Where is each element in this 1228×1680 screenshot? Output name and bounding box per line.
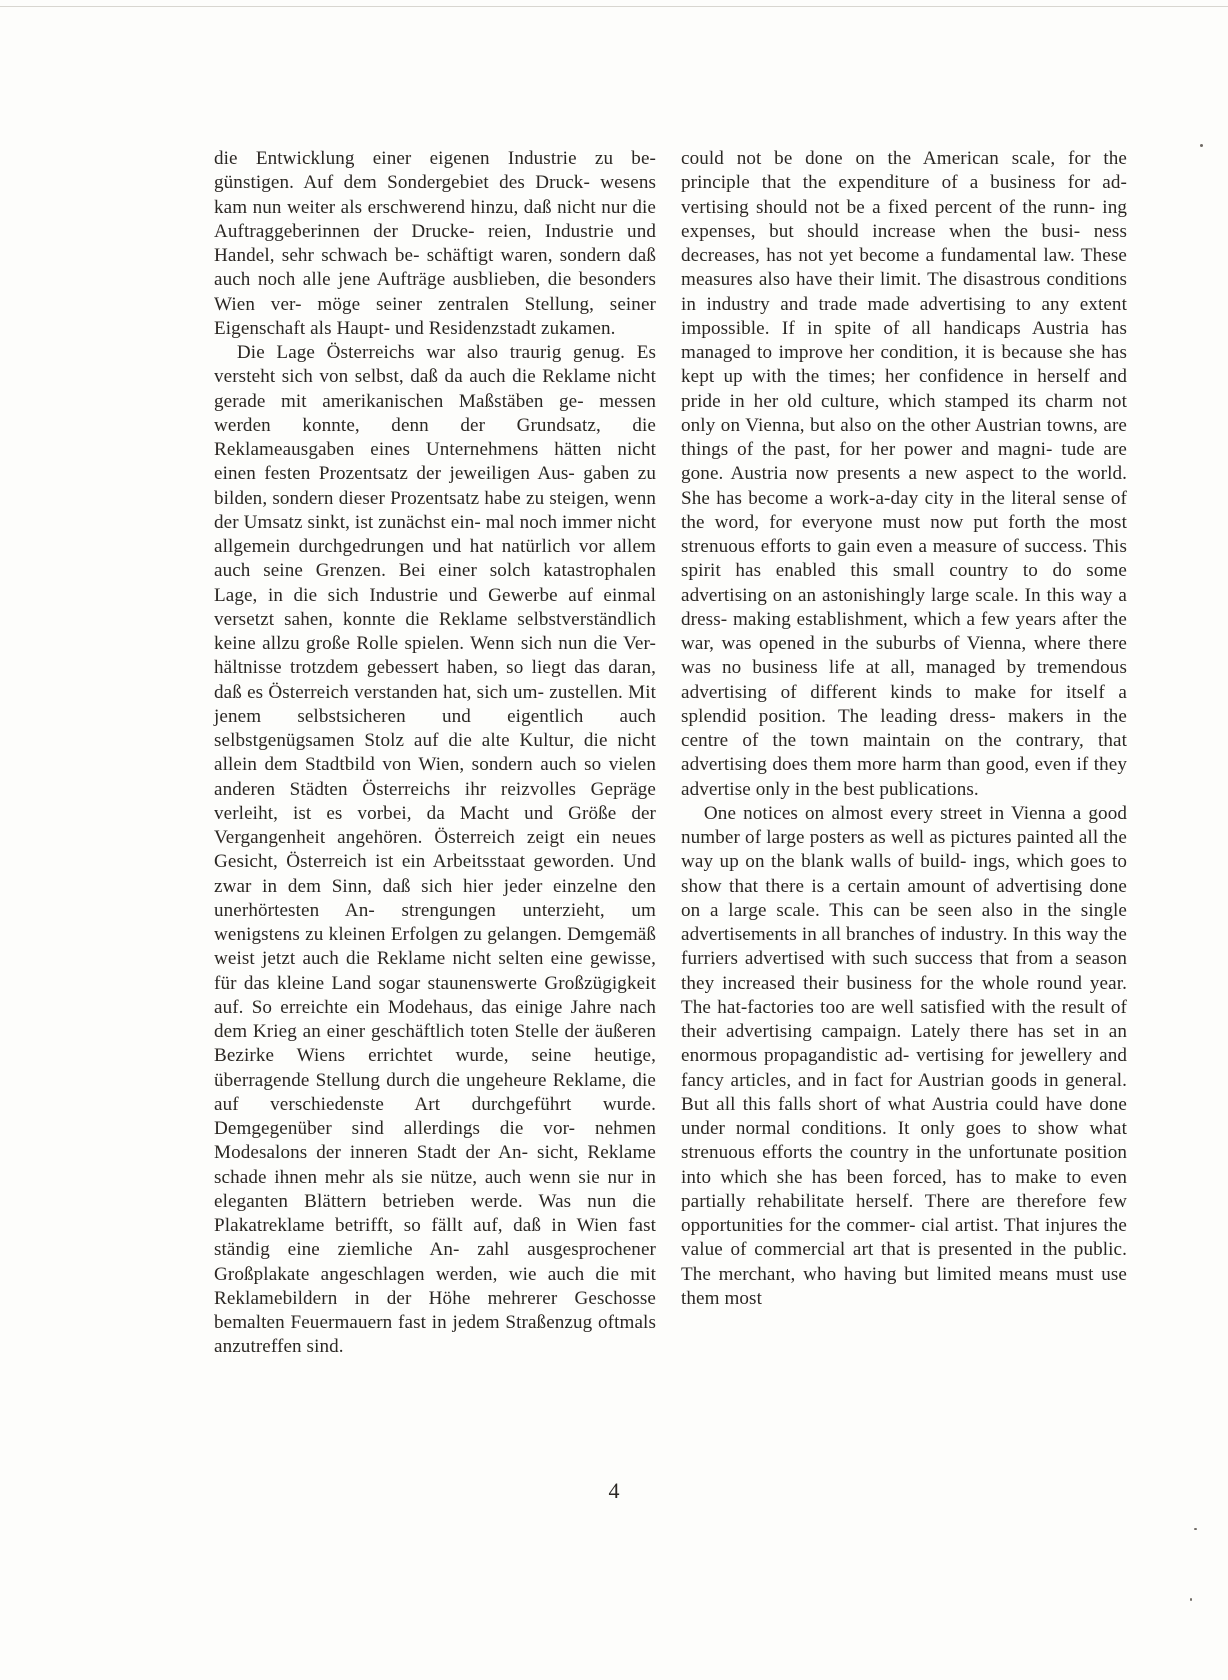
german-text-column	[214, 147, 656, 1360]
english-paragraph-1: could not be done on the American scale, for the principle that the expenditure of a business for ad- vertising should not be a fixed percent of the runn- ing expenses, but should increase when the busi- ness decreases, has not yet become a fundamental law. These measures also have their limit. The disastrous conditions in industry and trade made advertising to any extent impossible. If in spite of all handicaps Austria has managed to improve her condition, it is because she has kept up with the times; her confidence in herself and pride in her old culture, which stamped its charm not only on Vienna, but also on the other Austrian towns, are things of the past, for her power and magni- tude are gone. Austria now presents a new aspect to the world. She has become a work-a-day city in the literal sense of the word, for everyone must now put forth the most strenuous efforts to gain even a measure of success. This spirit has enabled this small country to do some advertising on an astonishingly large scale. In this way a dress- making establishment, which a few years after the war, was opened in the suburbs of Vienna, where there was no business life at all, managed by tremendous advertising of different kinds to make for itself a splendid position. The leading dress- makers in the centre of the town maintain on the contrary, that advertising does them more harm than good, even if they advertise only in the best publications.	[681, 148, 1127, 800]
german-paragraph-2: Die Lage Österreichs war also traurig genug. Es versteht sich von selbst, daß da auch die Reklame nicht gerade mit amerikanischen Maßstäben ge- messen werden konnte, denn der Grundsatz, die Reklameausgaben eines Unternehmens hätten nicht einen festen Prozentsatz der jeweiligen Aus- gaben zu bilden, sondern dieser Prozentsatz habe zu steigen, wenn der Umsatz sinkt, ist zunächst ein- mal noch immer nicht allgemein durchgedrungen und hat natürlich vor allem auch seine Grenzen. Bei einer solch katastrophalen Lage, in die sich Industrie und Gewerbe auf einmal versetzt sahen, konnte die Reklame selbstverständlich keine allzu große Rolle spielen. Wenn sich nun die Ver- hältnisse trotzdem gebessert haben, so liegt das daran, daß es Österreich verstanden hat, sich um- zustellen. Mit jenem selbstsicheren und eigentlich auch selbstgenügsamen Stolz auf die alte Kultur, die nicht allein dem Stadtbild von Wien, sondern auch so vielen anderen Städten Österreichs ihr reizvolles Gepräge verleiht, ist es vorbei, da Macht und Größe der Vergangenheit angehören. Österreich zeigt ein neues Gesicht, Österreich ist ein Arbeitsstaat geworden. Und zwar in dem Sinn, daß sich hier jeder einzelne den unerhörtesten An- strengungen unterzieht, um wenigstens zu kleinen Erfolgen zu gelangen. Demgemäß weist jetzt auch die Reklame nicht selten eine gewisse, für das kleine Land sogar staunenswerte Großzügigkeit auf. So erreichte ein Modehaus, das einige Jahre nach dem Krieg an einer geschäftlich toten Stelle der äußeren Bezirke Wiens errichtet wurde, seine heutige, überragende Stellung durch die ungeheure Reklame, die auf verschiedenste Art durchgeführt wurde. Demgegenüber sind allerdings die vor- nehmen Modesalons der inneren Stadt der An- sicht, Reklame schade ihnen mehr als sie nütze, auch wenn sie nur in eleganten Blättern betrieben werde. Was nun die Plakatreklame betrifft, so fällt auf, daß in Wien fast ständig eine ziemliche An- zahl ausgesprochener Großplakate angeschlagen werden, wie auch die mit Reklamebildern in der Höhe mehrerer Geschosse bemalten Feuermauern fast in jedem Straßenzug oftmals anzutreffen sind.	[214, 342, 656, 1358]
scan-speck	[1200, 144, 1203, 147]
page-number: 4	[608, 1478, 620, 1503]
german-paragraph-1: die Entwicklung einer eigenen Industrie zu be- günstigen. Auf dem Sondergebiet des Druck- wesens kam nun weiter als erschwerend hinzu, daß nicht nur die Auftraggeberinnen der Drucke- reien, Industrie und Handel, sehr schwach be- schäftigt waren, sondern daß auch noch alle jene Aufträge ausblieben, die besonders Wien ver- möge seiner zentralen Stellung, seiner Eigenschaft als Haupt- und Residenzstadt zukamen.	[214, 148, 656, 339]
english-text-column	[681, 147, 1127, 1311]
scan-speck	[1194, 1528, 1197, 1530]
english-paragraph-2: One notices on almost every street in Vienna a good number of large posters as well as pictures painted all the way up on the blank walls of build- ings, which goes to show that there is a certain amount of advertising done on a large scale. This can be seen also in the single advertisements in all branches of industry. In this way the furriers advertised with such success that from a season they increased their business for the whole round year. The hat-factories too are well satisfied with the result of their advertising campaign. Lately there has set in an enormous propagandistic ad- vertising for jewellery and fancy articles, and in fact for Austrian goods in general. But all this falls short of what Austria could have done under normal conditions. It only goes to show what strenuous efforts the country in the unfortunate position into which she has been forced, has to make to even partially rehabilitate herself. There are therefore few opportunities for the commer- cial artist. That injures the value of commercial art that is presented in the public. The merchant, who having but limited means must use them most	[681, 802, 1127, 1309]
scan-speck	[1190, 1598, 1192, 1601]
scan-edge-line	[0, 6, 1228, 7]
